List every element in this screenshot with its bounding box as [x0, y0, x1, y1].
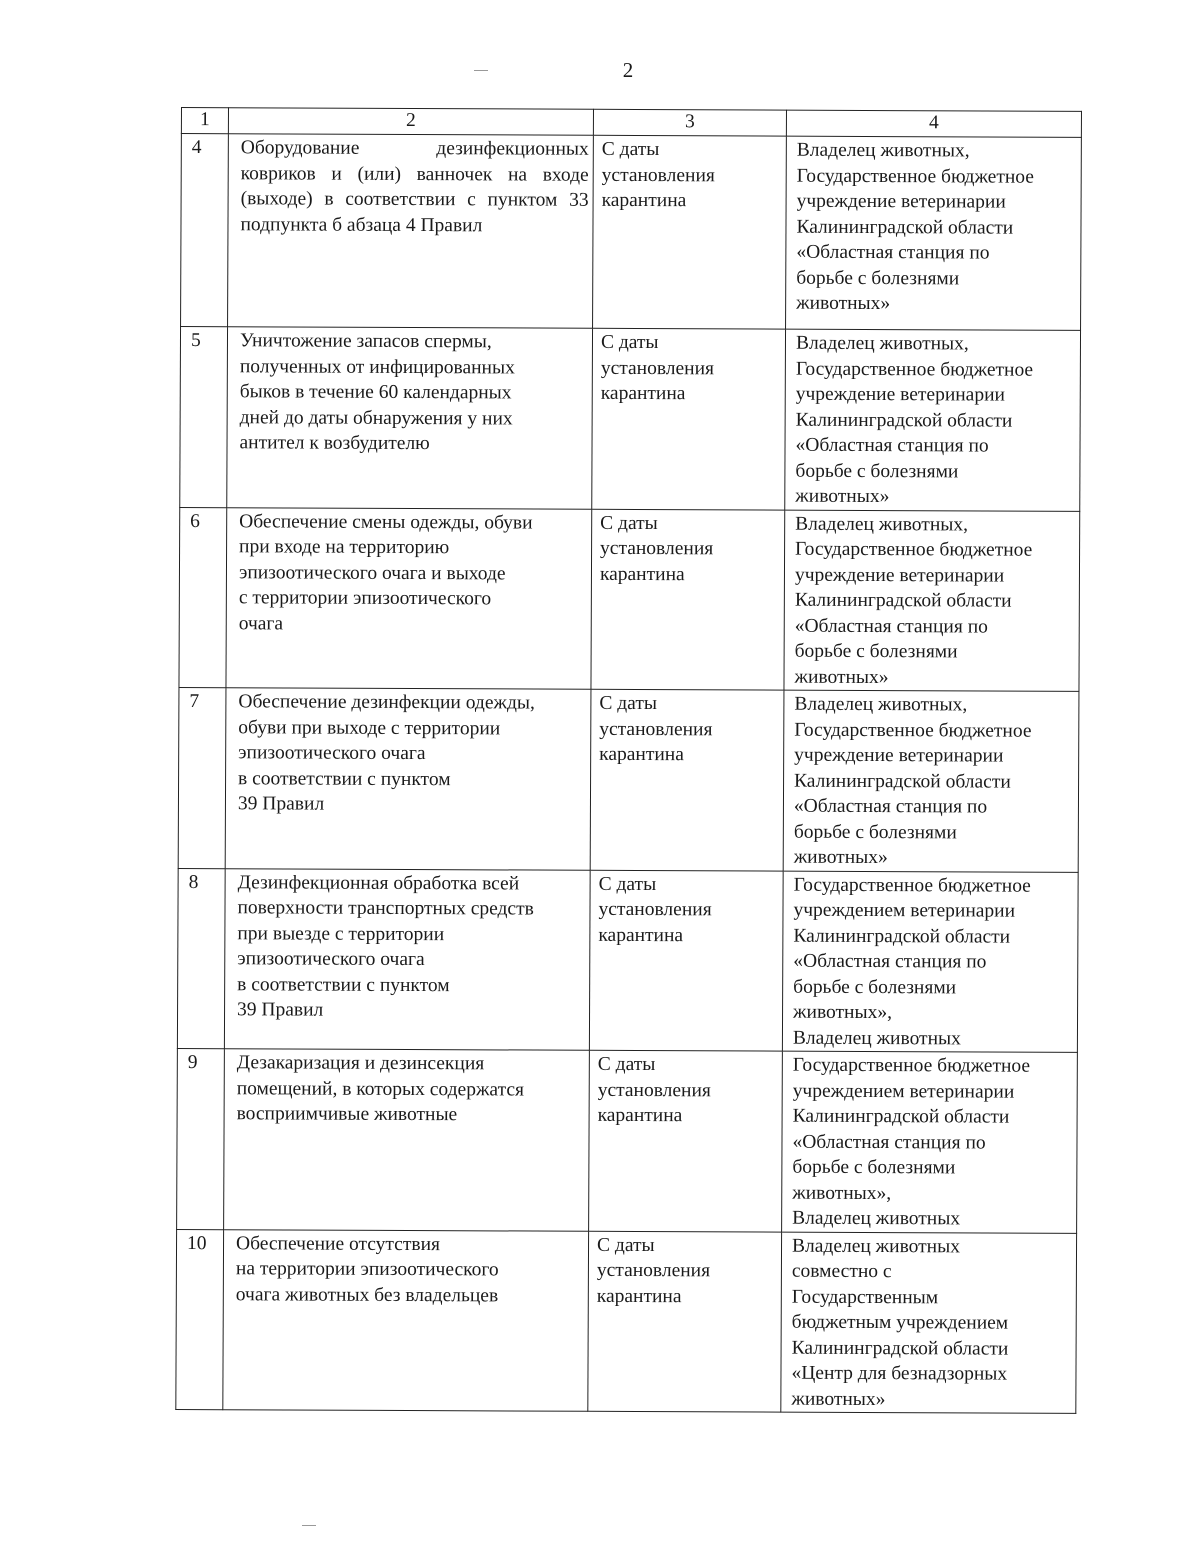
- measures-table: [175, 107, 1082, 1414]
- row-responsible: Владелец животных, Государственное бюджетное учреждение ветеринарии Калининградской области «Областная станция по борьбе с болезнями животных»: [783, 690, 1079, 872]
- row-number: 10: [176, 1229, 224, 1410]
- column-header: 4: [786, 110, 1081, 137]
- table-row: [181, 134, 1082, 331]
- table-row: [178, 687, 1079, 871]
- row-responsible: Владелец животных, Государственное бюджетное учреждение ветеринарии Калининградской области «Областная станция по борьбе с болезнями животных»: [784, 510, 1080, 692]
- row-action: Обеспечение дезинфекции одежды, обуви при выходе с территории эпизоотического очага в соответствии с пунктом 39 Правил: [225, 688, 591, 870]
- row-number: 4: [181, 134, 229, 327]
- row-action: Дезакаризация и дезинсекция помещений, в которых содержатся восприимчивые животные: [224, 1049, 590, 1231]
- row-action: Уничтожение запасов спермы, полученных от инфицированных быков в течение 60 календарных дней до даты обнаружения у них антител к возбудителю: [227, 327, 593, 509]
- table-row: [176, 1229, 1077, 1413]
- table-row: [177, 868, 1078, 1052]
- row-deadline: С даты установления карантина: [593, 135, 787, 329]
- row-deadline: С даты установления карантина: [588, 1231, 782, 1412]
- row-responsible: Владелец животных, Государственное бюджетное учреждение ветеринарии Калининградской области «Областная станция по борьбе с болезнями животных»: [786, 136, 1082, 330]
- row-deadline: С даты установления карантина: [589, 870, 783, 1051]
- row-number: 8: [177, 868, 225, 1049]
- scan-artifact: [302, 1525, 316, 1526]
- page-number: 2: [622, 58, 634, 82]
- row-number: 5: [180, 327, 228, 508]
- row-action: Обеспечение отсутствия на территории эпизоотического очага животных без владельцев: [223, 1229, 589, 1411]
- table-row: [177, 1048, 1078, 1232]
- scan-artifact: [474, 70, 488, 71]
- column-header: 2: [228, 108, 593, 136]
- row-action: Дезинфекционная обработка всей поверхности транспортных средств при выезде с территории эпизоотического очага в соответствии с пунктом 39 Правил: [224, 868, 590, 1050]
- row-deadline: С даты установления карантина: [589, 1050, 783, 1231]
- row-action: Оборудование дезинфекционных ковриков и (или) ванночек на входе (выходе) в соответствии с пунктом 33 подпункта б абзаца 4 Правил: [228, 134, 594, 329]
- row-action: Обеспечение смены одежды, обуви при входе на территорию эпизоотического очага и выходе с территории эпизоотического очага: [226, 507, 592, 689]
- row-number: 7: [178, 687, 226, 868]
- table-header-row: [181, 108, 1081, 138]
- column-header: 3: [593, 109, 786, 136]
- row-deadline: С даты установления карантина: [591, 509, 785, 690]
- row-deadline: С даты установления карантина: [590, 689, 784, 870]
- row-number: 6: [179, 507, 227, 688]
- row-responsible: Государственное бюджетное учреждением ветеринарии Калининградской области «Областная станция по борьбе с болезнями животных», Владелец животных: [782, 1051, 1078, 1233]
- table-row: [180, 327, 1081, 511]
- row-number: 9: [177, 1048, 225, 1229]
- table-row: [179, 507, 1080, 691]
- column-header: 1: [181, 108, 228, 134]
- row-responsible: Владелец животных совместно с Государственным бюджетным учреждением Калининградской области «Центр для безнадзорных животных»: [781, 1232, 1077, 1414]
- row-deadline: С даты установления карантина: [592, 328, 786, 509]
- row-responsible: Владелец животных, Государственное бюджетное учреждение ветеринарии Калининградской области «Областная станция по борьбе с болезнями животных»: [785, 329, 1081, 511]
- row-responsible: Государственное бюджетное учреждением ветеринарии Калининградской области «Областная станция по борьбе с болезнями животных», Владелец животных: [782, 871, 1078, 1053]
